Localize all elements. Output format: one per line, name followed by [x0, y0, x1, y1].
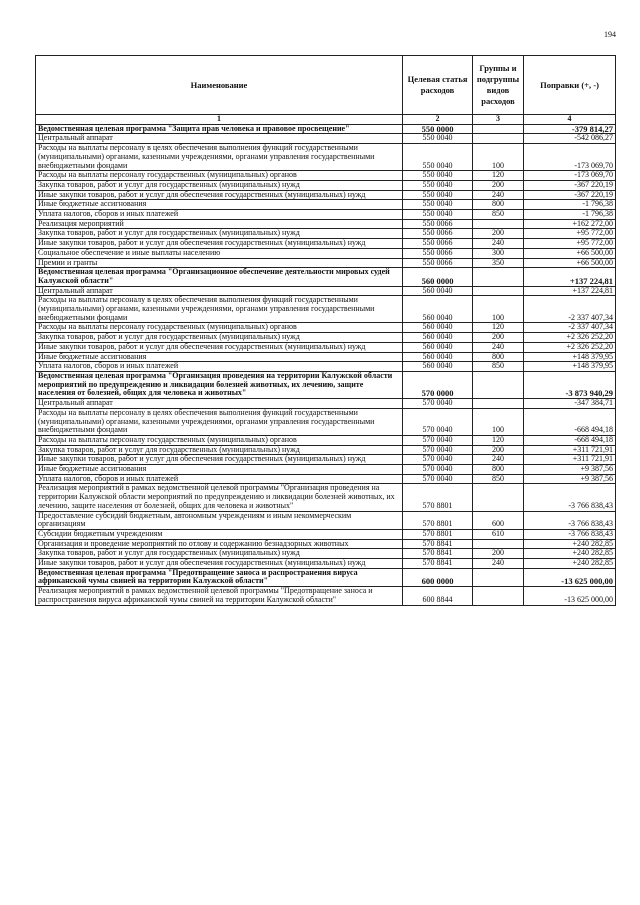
row-name: Ведомственная целевая программа "Организационное обеспечение деятельности мировых судей Калужской области" — [36, 268, 403, 286]
row-name: Расходы на выплаты персоналу в целях обеспечения выполнения функций государственными (муниципальными) органами, казенными учреждениями, органами управления государственными внебюджетными фондами — [36, 144, 403, 171]
table-row — [36, 239, 616, 249]
table-row — [36, 587, 616, 605]
row-name: Расходы на выплаты персоналу в целях обеспечения выполнения функций государственными (муниципальными) органами, казенными учреждениями, органами управления государственными внебюджетными фондами — [36, 296, 403, 323]
column-number-row — [36, 115, 616, 125]
table-row — [36, 144, 616, 171]
row-amount: +9 387,56 — [524, 474, 616, 484]
row-group: 100 — [473, 144, 524, 171]
row-code: 550 0066 — [403, 258, 473, 268]
row-amount: +162 272,00 — [524, 219, 616, 229]
row-amount: -347 384,71 — [524, 399, 616, 409]
row-amount: +240 282,85 — [524, 539, 616, 549]
row-name: Иные бюджетные ассигнования — [36, 465, 403, 475]
row-amount: +9 387,56 — [524, 465, 616, 475]
budget-amendments-table — [35, 55, 616, 606]
table-row — [36, 529, 616, 539]
row-code: 560 0040 — [403, 333, 473, 343]
row-name: Уплата налогов, сборов и иных платежей — [36, 362, 403, 372]
row-group: 240 — [473, 342, 524, 352]
row-group — [473, 568, 524, 586]
row-group: 120 — [473, 435, 524, 445]
page-number: 194 — [604, 30, 616, 39]
row-code: 570 0040 — [403, 455, 473, 465]
row-name: Закупка товаров, работ и услуг для государственных (муниципальных) нужд — [36, 549, 403, 559]
row-code: 560 0040 — [403, 296, 473, 323]
row-amount: +95 772,00 — [524, 239, 616, 249]
row-code: 570 8841 — [403, 559, 473, 569]
row-amount: -668 494,18 — [524, 435, 616, 445]
row-group: 300 — [473, 248, 524, 258]
row-code: 570 0040 — [403, 435, 473, 445]
table-row — [36, 465, 616, 475]
row-group: 600 — [473, 511, 524, 529]
row-group — [473, 587, 524, 605]
row-group: 200 — [473, 549, 524, 559]
row-name: Премии и гранты — [36, 258, 403, 268]
row-group: 350 — [473, 258, 524, 268]
row-code: 560 0040 — [403, 362, 473, 372]
table-row — [36, 484, 616, 511]
row-code: 550 0066 — [403, 248, 473, 258]
row-name: Реализация мероприятий — [36, 219, 403, 229]
header-row — [36, 56, 616, 115]
row-amount: -13 625 000,00 — [524, 568, 616, 586]
row-code: 550 0000 — [403, 124, 473, 134]
column-number: 2 — [403, 115, 473, 125]
row-group: 200 — [473, 180, 524, 190]
row-name: Расходы на выплаты персоналу в целях обеспечения выполнения функций государственными (муниципальными) органами, казенными учреждениями, органами управления государственными внебюджетными фондами — [36, 408, 403, 435]
row-code: 550 0040 — [403, 144, 473, 171]
row-name: Закупка товаров, работ и услуг для государственных (муниципальных) нужд — [36, 229, 403, 239]
row-code: 570 0040 — [403, 399, 473, 409]
column-number: 1 — [36, 115, 403, 125]
row-group: 120 — [473, 171, 524, 181]
row-amount: -3 766 838,43 — [524, 484, 616, 511]
row-group: 120 — [473, 323, 524, 333]
row-amount: -379 814,27 — [524, 124, 616, 134]
row-amount: +311 721,91 — [524, 445, 616, 455]
row-group — [473, 371, 524, 398]
row-amount: -173 069,70 — [524, 144, 616, 171]
program-row — [36, 124, 616, 134]
row-name: Расходы на выплаты персоналу государственных (муниципальных) органов — [36, 171, 403, 181]
table-row — [36, 333, 616, 343]
row-name: Иные закупки товаров, работ и услуг для обеспечения государственных (муниципальных) нужд — [36, 559, 403, 569]
row-name: Предоставление субсидий бюджетным, автономным учреждениям и иным некоммерческим организациям — [36, 511, 403, 529]
row-name: Иные закупки товаров, работ и услуг для обеспечения государственных (муниципальных) нужд — [36, 342, 403, 352]
header-amount: Поправки (+, -) — [524, 56, 616, 115]
table-row — [36, 210, 616, 220]
column-number: 3 — [473, 115, 524, 125]
row-group: 240 — [473, 239, 524, 249]
row-amount: -3 766 838,43 — [524, 529, 616, 539]
table-row — [36, 435, 616, 445]
row-code: 570 8841 — [403, 539, 473, 549]
row-amount: +148 379,95 — [524, 352, 616, 362]
row-code: 550 0040 — [403, 171, 473, 181]
row-name: Закупка товаров, работ и услуг для государственных (муниципальных) нужд — [36, 180, 403, 190]
row-amount: -3 873 940,29 — [524, 371, 616, 398]
row-amount: +240 282,85 — [524, 549, 616, 559]
row-name: Социальное обеспечение и иные выплаты населению — [36, 248, 403, 258]
row-group: 850 — [473, 362, 524, 372]
row-code: 570 0000 — [403, 371, 473, 398]
row-name: Уплата налогов, сборов и иных платежей — [36, 474, 403, 484]
row-amount: -542 086,27 — [524, 134, 616, 144]
table-row — [36, 511, 616, 529]
row-amount: -13 625 000,00 — [524, 587, 616, 605]
row-amount: -1 796,38 — [524, 200, 616, 210]
row-group: 200 — [473, 229, 524, 239]
row-code: 570 0040 — [403, 408, 473, 435]
row-amount: +240 282,85 — [524, 559, 616, 569]
row-code: 550 0066 — [403, 219, 473, 229]
row-code: 560 0040 — [403, 342, 473, 352]
table-row — [36, 296, 616, 323]
row-group: 200 — [473, 333, 524, 343]
row-amount: -173 069,70 — [524, 171, 616, 181]
row-amount: +66 500,00 — [524, 248, 616, 258]
row-group: 610 — [473, 529, 524, 539]
program-row — [36, 568, 616, 586]
row-group — [473, 134, 524, 144]
row-name: Центральный аппарат — [36, 286, 403, 296]
row-name: Иные закупки товаров, работ и услуг для обеспечения государственных (муниципальных) нужд — [36, 455, 403, 465]
row-code: 600 0000 — [403, 568, 473, 586]
row-group — [473, 268, 524, 286]
row-name: Субсидии бюджетным учреждениям — [36, 529, 403, 539]
header-name: Наименование — [36, 56, 403, 115]
row-code: 570 0040 — [403, 474, 473, 484]
row-code: 570 0040 — [403, 445, 473, 455]
row-amount: +2 326 252,20 — [524, 342, 616, 352]
table-row — [36, 408, 616, 435]
row-name: Расходы на выплаты персоналу государственных (муниципальных) органов — [36, 323, 403, 333]
row-name: Иные бюджетные ассигнования — [36, 200, 403, 210]
program-row — [36, 268, 616, 286]
row-name: Реализация мероприятий в рамках ведомственной целевой программы "Организация проведения на территории Калужской области мероприятий по предупреждению и ликвидации болезней животных, их лечению, защите населения от болезней, общих для человека и животных" — [36, 484, 403, 511]
row-group: 800 — [473, 352, 524, 362]
row-group — [473, 286, 524, 296]
row-group — [473, 399, 524, 409]
row-amount: -1 796,38 — [524, 210, 616, 220]
row-group: 800 — [473, 465, 524, 475]
table-row — [36, 171, 616, 181]
row-name: Уплата налогов, сборов и иных платежей — [36, 210, 403, 220]
row-code: 570 0040 — [403, 465, 473, 475]
row-amount: -2 337 407,34 — [524, 296, 616, 323]
header-code: Целевая статья расходов — [403, 56, 473, 115]
row-code: 560 0040 — [403, 286, 473, 296]
row-code: 550 0040 — [403, 210, 473, 220]
row-name: Организация и проведение мероприятий по отлову и содержанию безнадзорных животных — [36, 539, 403, 549]
row-amount: +148 379,95 — [524, 362, 616, 372]
column-number: 4 — [524, 115, 616, 125]
row-code: 570 8801 — [403, 529, 473, 539]
row-name: Иные бюджетные ассигнования — [36, 352, 403, 362]
row-group: 100 — [473, 408, 524, 435]
table-row — [36, 559, 616, 569]
row-name: Ведомственная целевая программа "Защита прав человека и правовое просвещение" — [36, 124, 403, 134]
table-row — [36, 399, 616, 409]
row-name: Центральный аппарат — [36, 134, 403, 144]
row-amount: +95 772,00 — [524, 229, 616, 239]
row-group — [473, 484, 524, 511]
header-group: Группы и подгруппы видов расходов — [473, 56, 524, 115]
table-row — [36, 342, 616, 352]
row-name: Реализация мероприятий в рамках ведомственной целевой программы "Предотвращение заноса и распространения вируса африканской чумы свиней на территории Калужской области" — [36, 587, 403, 605]
row-code: 550 0066 — [403, 239, 473, 249]
program-row — [36, 371, 616, 398]
row-group — [473, 124, 524, 134]
row-amount: +2 326 252,20 — [524, 333, 616, 343]
row-name: Закупка товаров, работ и услуг для государственных (муниципальных) нужд — [36, 445, 403, 455]
row-amount: -2 337 407,34 — [524, 323, 616, 333]
row-group: 240 — [473, 190, 524, 200]
row-name: Закупка товаров, работ и услуг для государственных (муниципальных) нужд — [36, 333, 403, 343]
row-code: 560 0040 — [403, 352, 473, 362]
row-amount: +137 224,81 — [524, 268, 616, 286]
row-code: 560 0040 — [403, 323, 473, 333]
row-name: Ведомственная целевая программа "Предотвращение заноса и распространения вируса африканской чумы свиней на территории Калужской области" — [36, 568, 403, 586]
row-name: Центральный аппарат — [36, 399, 403, 409]
row-name: Ведомственная целевая программа "Организация проведения на территории Калужской области мероприятий по предупреждению и ликвидации болезней животных, их лечению, защите населения от болезней, общих для человека и животных" — [36, 371, 403, 398]
row-code: 570 8841 — [403, 549, 473, 559]
row-amount: +137 224,81 — [524, 286, 616, 296]
row-group: 800 — [473, 200, 524, 210]
row-code: 550 0040 — [403, 180, 473, 190]
table-row — [36, 248, 616, 258]
row-name: Расходы на выплаты персоналу государственных (муниципальных) органов — [36, 435, 403, 445]
row-amount: -367 220,19 — [524, 180, 616, 190]
row-group: 850 — [473, 210, 524, 220]
row-group: 850 — [473, 474, 524, 484]
row-code: 550 0040 — [403, 134, 473, 144]
row-code: 550 0066 — [403, 229, 473, 239]
row-amount: +311 721,91 — [524, 455, 616, 465]
row-code: 550 0040 — [403, 190, 473, 200]
row-amount: -3 766 838,43 — [524, 511, 616, 529]
row-group: 200 — [473, 445, 524, 455]
table-row — [36, 180, 616, 190]
row-group: 100 — [473, 296, 524, 323]
row-code: 560 0000 — [403, 268, 473, 286]
row-amount: +66 500,00 — [524, 258, 616, 268]
row-name: Иные закупки товаров, работ и услуг для обеспечения государственных (муниципальных) нужд — [36, 190, 403, 200]
row-code: 600 8844 — [403, 587, 473, 605]
row-group: 240 — [473, 559, 524, 569]
row-name: Иные закупки товаров, работ и услуг для обеспечения государственных (муниципальных) нужд — [36, 239, 403, 249]
row-amount: -367 220,19 — [524, 190, 616, 200]
row-group: 240 — [473, 455, 524, 465]
row-code: 570 8801 — [403, 511, 473, 529]
row-code: 550 0040 — [403, 200, 473, 210]
table-body — [36, 124, 616, 605]
row-amount: -668 494,18 — [524, 408, 616, 435]
row-code: 570 8801 — [403, 484, 473, 511]
